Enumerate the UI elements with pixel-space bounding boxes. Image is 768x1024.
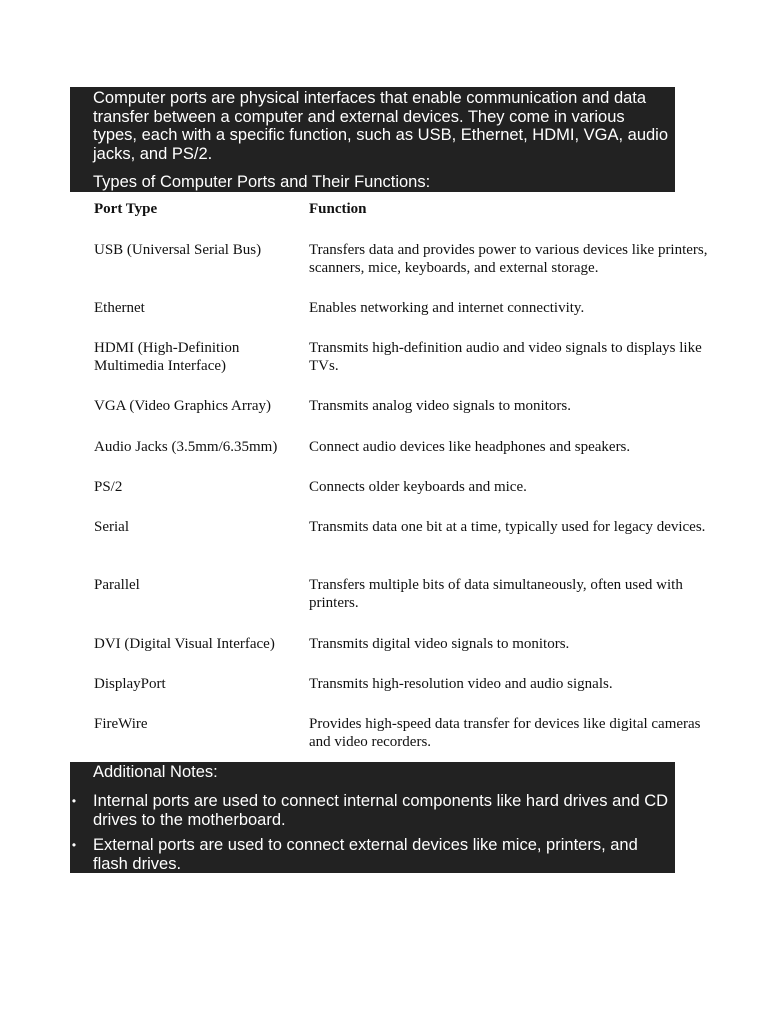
bullet-icon: • bbox=[71, 838, 77, 852]
intro-paragraph: Computer ports are physical interfaces that enable communication and data transfer between a computer and external devices. They come in various types, each with a specific function, such as USB, Ethernet, HDMI, VGA, audio jacks, and PS/2. bbox=[93, 89, 669, 164]
port-function-cell: Transmits digital video signals to monitors. bbox=[309, 636, 570, 652]
notes-heading: Additional Notes: bbox=[93, 763, 218, 781]
port-function-cell: Transmits high-resolution video and audio signals. bbox=[309, 676, 613, 692]
port-function-cell: Connect audio devices like headphones and speakers. bbox=[309, 439, 631, 455]
port-type-cell: FireWire bbox=[94, 716, 148, 732]
port-function-cell: Transfers data and provides power to various devices like printers, scanners, mice, keyboards, and external storage. bbox=[309, 242, 708, 276]
port-type-cell: VGA (Video Graphics Array) bbox=[94, 398, 271, 414]
bullet-icon: • bbox=[71, 794, 77, 808]
port-type-cell: PS/2 bbox=[94, 479, 123, 495]
port-function-cell: Transmits data one bit at a time, typically used for legacy devices. bbox=[309, 519, 706, 535]
port-type-cell: DisplayPort bbox=[94, 676, 166, 692]
note-text: Internal ports are used to connect internal components like hard drives and CD drives to the motherboard. bbox=[93, 792, 669, 829]
section-heading-port-types: Types of Computer Ports and Their Functions: bbox=[93, 173, 431, 191]
intro-block bbox=[70, 87, 675, 192]
port-function-cell: Transmits high-definition audio and video signals to displays like TVs. bbox=[309, 340, 702, 374]
port-function-cell: Enables networking and internet connectivity. bbox=[309, 300, 585, 316]
port-type-cell: DVI (Digital Visual Interface) bbox=[94, 636, 275, 652]
column-header-port-type: Port Type bbox=[94, 201, 158, 217]
port-type-cell: Serial bbox=[94, 519, 129, 535]
port-function-cell: Transfers multiple bits of data simultaneously, often used with printers. bbox=[309, 577, 683, 611]
additional-notes-block bbox=[70, 762, 675, 873]
column-header-function: Function bbox=[309, 201, 367, 217]
port-function-cell: Provides high-speed data transfer for devices like digital cameras and video recorders. bbox=[309, 716, 701, 750]
port-function-cell: Transmits analog video signals to monitors. bbox=[309, 398, 571, 414]
port-function-cell: Connects older keyboards and mice. bbox=[309, 479, 527, 495]
port-type-cell: USB (Universal Serial Bus) bbox=[94, 242, 262, 258]
port-type-cell: Parallel bbox=[94, 577, 140, 593]
note-text: External ports are used to connect external devices like mice, printers, and flash drives. bbox=[93, 836, 638, 873]
port-type-cell: HDMI (High-Definition Multimedia Interface) bbox=[94, 340, 240, 374]
port-type-cell: Audio Jacks (3.5mm/6.35mm) bbox=[94, 439, 278, 455]
port-type-cell: Ethernet bbox=[94, 300, 145, 316]
